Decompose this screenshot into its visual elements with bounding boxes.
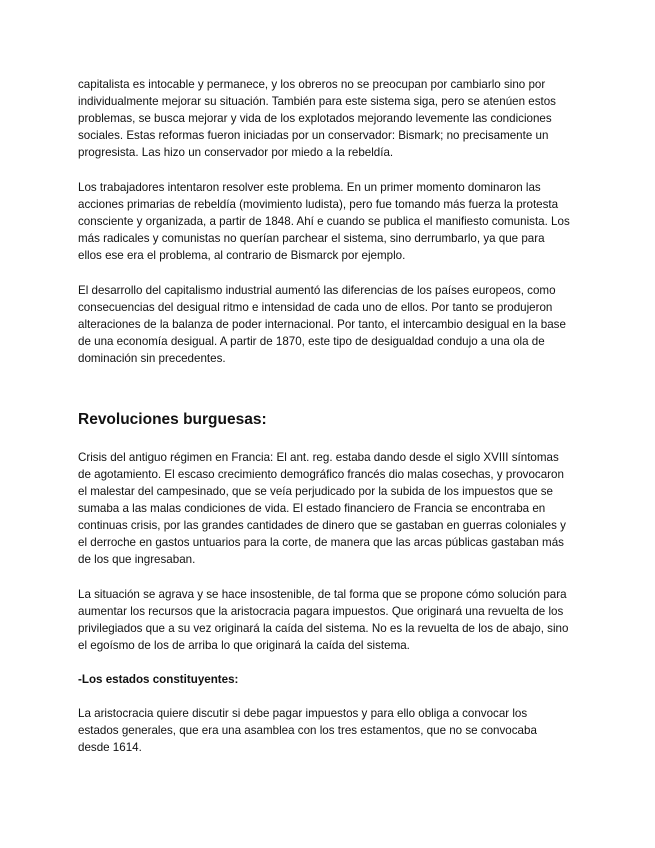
paragraph-industrial-capitalism: El desarrollo del capitalismo industrial aumentó las diferencias de los países europeos, como consecuencias del desigual ritmo e intensidad de cada uno de ellos. Por tanto se produjeron alteraciones de la balanza de poder internacional. Por tanto, el intercambio desigual en la base de una economía desigual. A partir de 1870, este tipo de desigualdad condujo a una ola de dominación sin precedentes. — [78, 284, 566, 365]
subheading-constituent-states: -Los estados constituyentes: — [78, 673, 239, 686]
document-body — [78, 76, 583, 756]
paragraph-situation-worsens: La situación se agrava y se hace insostenible, de tal forma que se propone cómo solución para aumentar los recursos que la aristocracia pagara impuestos. Que originará una revuelta de los privilegiados que a su vez originará la caída del sistema. No es la revuelta de los de abajo, sino el egoísmo de los de arriba lo que originará la caída del sistema. — [78, 588, 569, 652]
section-heading: Revoluciones burguesas: — [78, 411, 267, 428]
paragraph-capitalism-reforms: capitalista es intocable y permanece, y los obreros no se preocupan por cambiarlo sino por individualmente mejorar su situación. También para este sistema siga, pero se atenúen estos problemas, se busca mejorar y vida de los explotados mejorando levemente las condiciones sociales. Estas reformas fueron iniciadas por un conservador: Bismark; no precisamente un progresista. Las hizo un conservador por miedo a la rebeldía. — [78, 78, 556, 159]
paragraph-estates-general: La aristocracia quiere discutir si debe pagar impuestos y para ello obliga a convocar los estados generales, que era una asamblea con los tres estamentos, que no se convocaba desde 1614. — [78, 707, 537, 754]
paragraph-workers-movement: Los trabajadores intentaron resolver este problema. En un primer momento dominaron las acciones primarias de rebeldía (movimiento ludista), pero fue tomando más fuerza la protesta consciente y organizada, a partir de 1848. Ahí e cuando se publica el manifiesto comunista. Los más radicales y comunistas no querían parchear el sistema, sino derrumbarlo, ya que para ellos ese era el problema, al contrario de Bismarck por ejemplo. — [78, 181, 570, 262]
paragraph-old-regime-crisis: Crisis del antiguo régimen en Francia: El ant. reg. estaba dando desde el siglo XVIII síntomas de agotamiento. El escaso crecimiento demográfico francés dio malas cosechas, y provocaron el malestar del campesinado, que se veía perjudicado por la subida de los impuestos que se sumaba a las malas condiciones de vida. El estado financiero de Francia se encontraba en continuas crisis, por las grandes cantidades de dinero que se gastaban en guerras coloniales y el derroche en gastos untuarios para la corte, de manera que las arcas públicas gastaban más de los que ingresaban. — [78, 451, 566, 566]
